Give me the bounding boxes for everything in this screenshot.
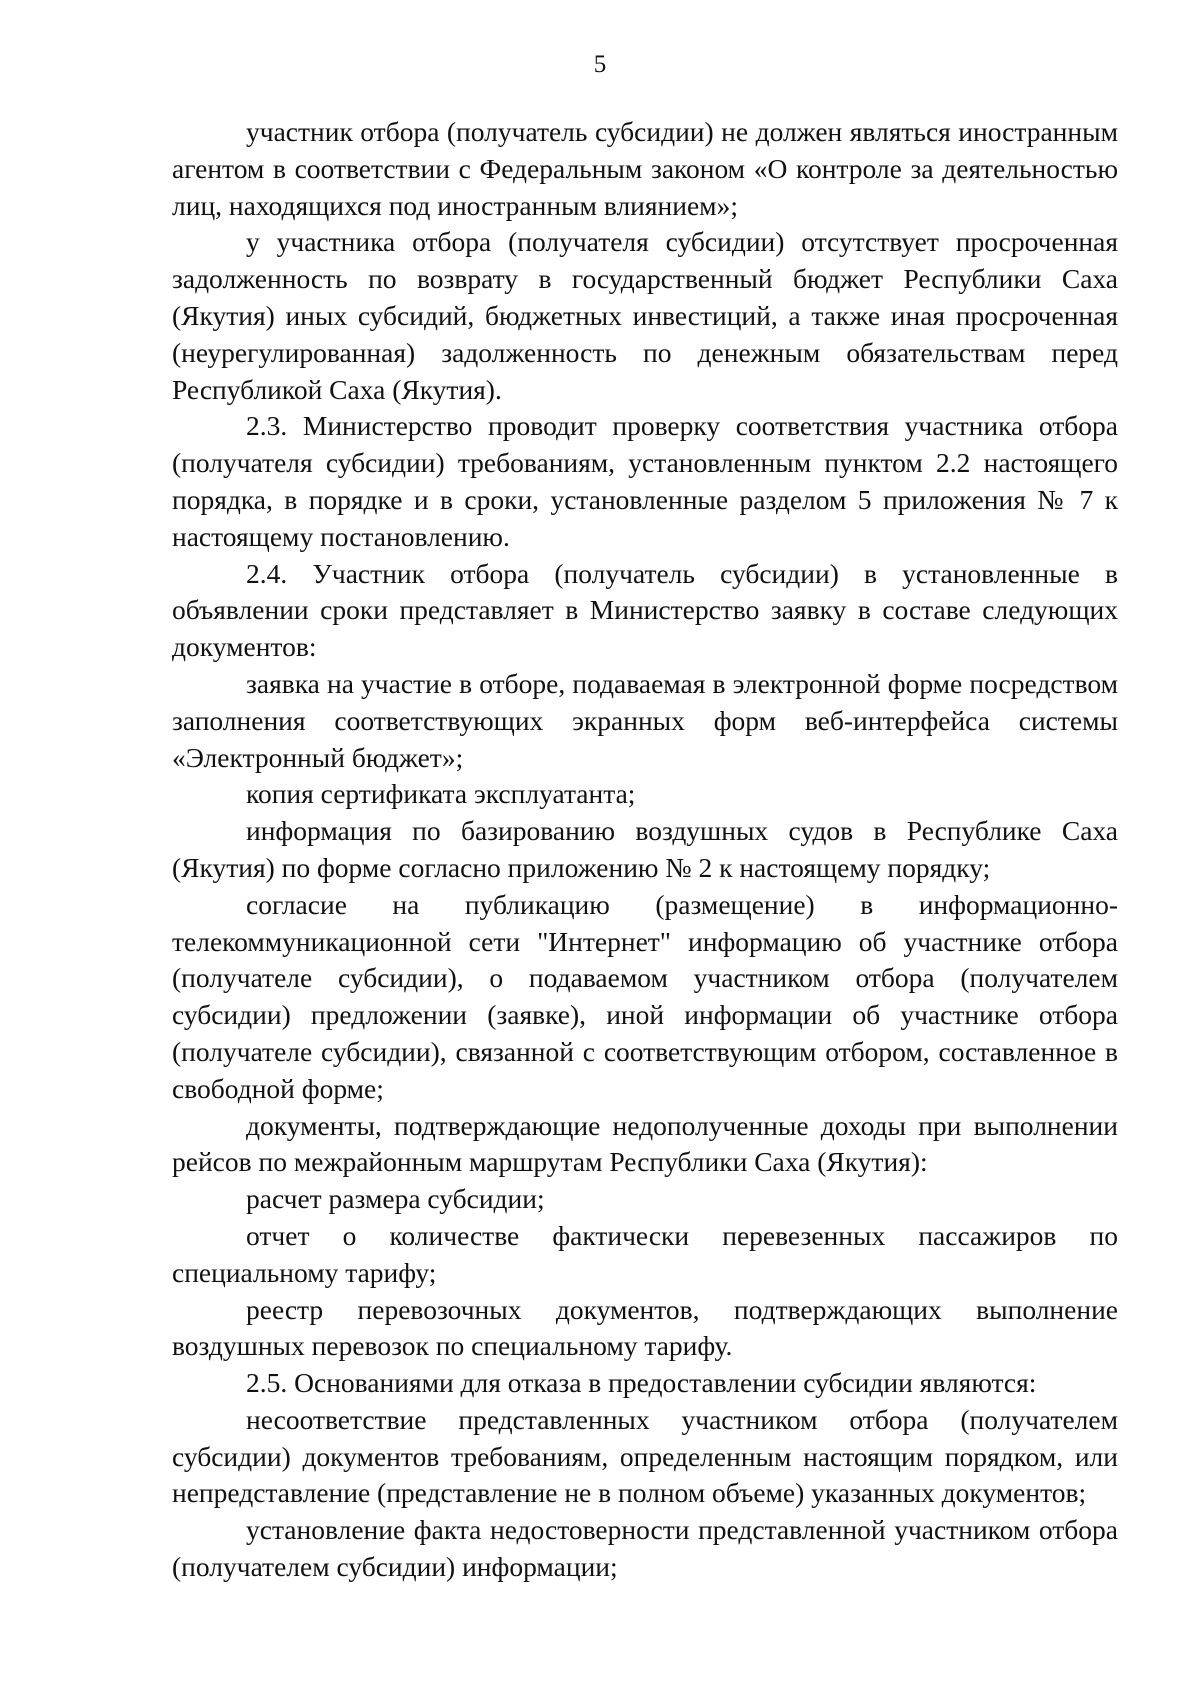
paragraph: документы, подтверждающие недополученные доходы при выполнении рейсов по межрайонным маршрутам Республики Саха (Якутия): [172, 1109, 1118, 1178]
paragraph: несоответствие представленных участником отбора (получателем субсидии) документов требованиям, определенным настоящим порядком, или непредставление (представление не в полном объеме) указанных документов; [172, 1403, 1118, 1509]
paragraph: отчет о количестве фактически перевезенных пассажиров по специальному тарифу; [172, 1219, 1118, 1288]
paragraph: копия сертификата эксплуатанта; [246, 778, 636, 810]
paragraph: 2.5. Основаниями для отказа в предоставлении субсидии являются: [246, 1367, 1037, 1399]
paragraph: реестр перевозочных документов, подтверждающих выполнение воздушных перевозок по специальному тарифу. [172, 1293, 1118, 1362]
paragraph: расчет размера субсидии; [246, 1183, 545, 1215]
page-number: 5 [593, 51, 607, 78]
paragraph: согласие на публикацию (размещение) в информационно-телекоммуникационной сети "Интернет" информацию об участнике отбора (получателе субсидии), о подаваемом участником отбора (получателем субсидии) предложении (заявке), иной информации об участнике отбора (получателе субсидии), связанной с соответствующим отбором, составленное в свободной форме; [172, 888, 1118, 1104]
document-body [172, 114, 1118, 1586]
paragraph: информация по базированию воздушных судов в Республике Саха (Якутия) по форме согласно приложению № 2 к настоящему порядку; [172, 815, 1118, 883]
paragraph: участник отбора (получатель субсидии) не должен являться иностранным агентом в соответствии с Федеральным законом «О контроле за деятельностью лиц, находящихся под иностранным влиянием»; [172, 116, 1118, 221]
paragraph: заявка на участие в отборе, подаваемая в электронной форме посредством заполнения соответствующих экранных форм веб-интерфейса системы «Электронный бюджет»; [172, 667, 1118, 773]
paragraph: установление факта недостоверности представленной участником отбора (получателем субсидии) информации; [172, 1514, 1118, 1583]
paragraph: у участника отбора (получателя субсидии) отсутствует просроченная задолженность по возврату в государственный бюджет Республики Саха (Якутия) иных субсидий, бюджетных инвестиций, а также иная просроченная (неурегулированная) задолженность по денежным обязательствам перед Республикой Саха (Якутия). [172, 226, 1118, 405]
paragraph: 2.4. Участник отбора (получатель субсидии) в установленные в объявлении сроки представляет в Министерство заявку в составе следующих документов: [172, 557, 1118, 663]
paragraph: 2.3. Министерство проводит проверку соответствия участника отбора (получателя субсидии) требованиям, установленным пунктом 2.2 настоящего порядка, в порядке и в сроки, установленные разделом 5 приложения № 7 к настоящему постановлению. [172, 410, 1118, 552]
